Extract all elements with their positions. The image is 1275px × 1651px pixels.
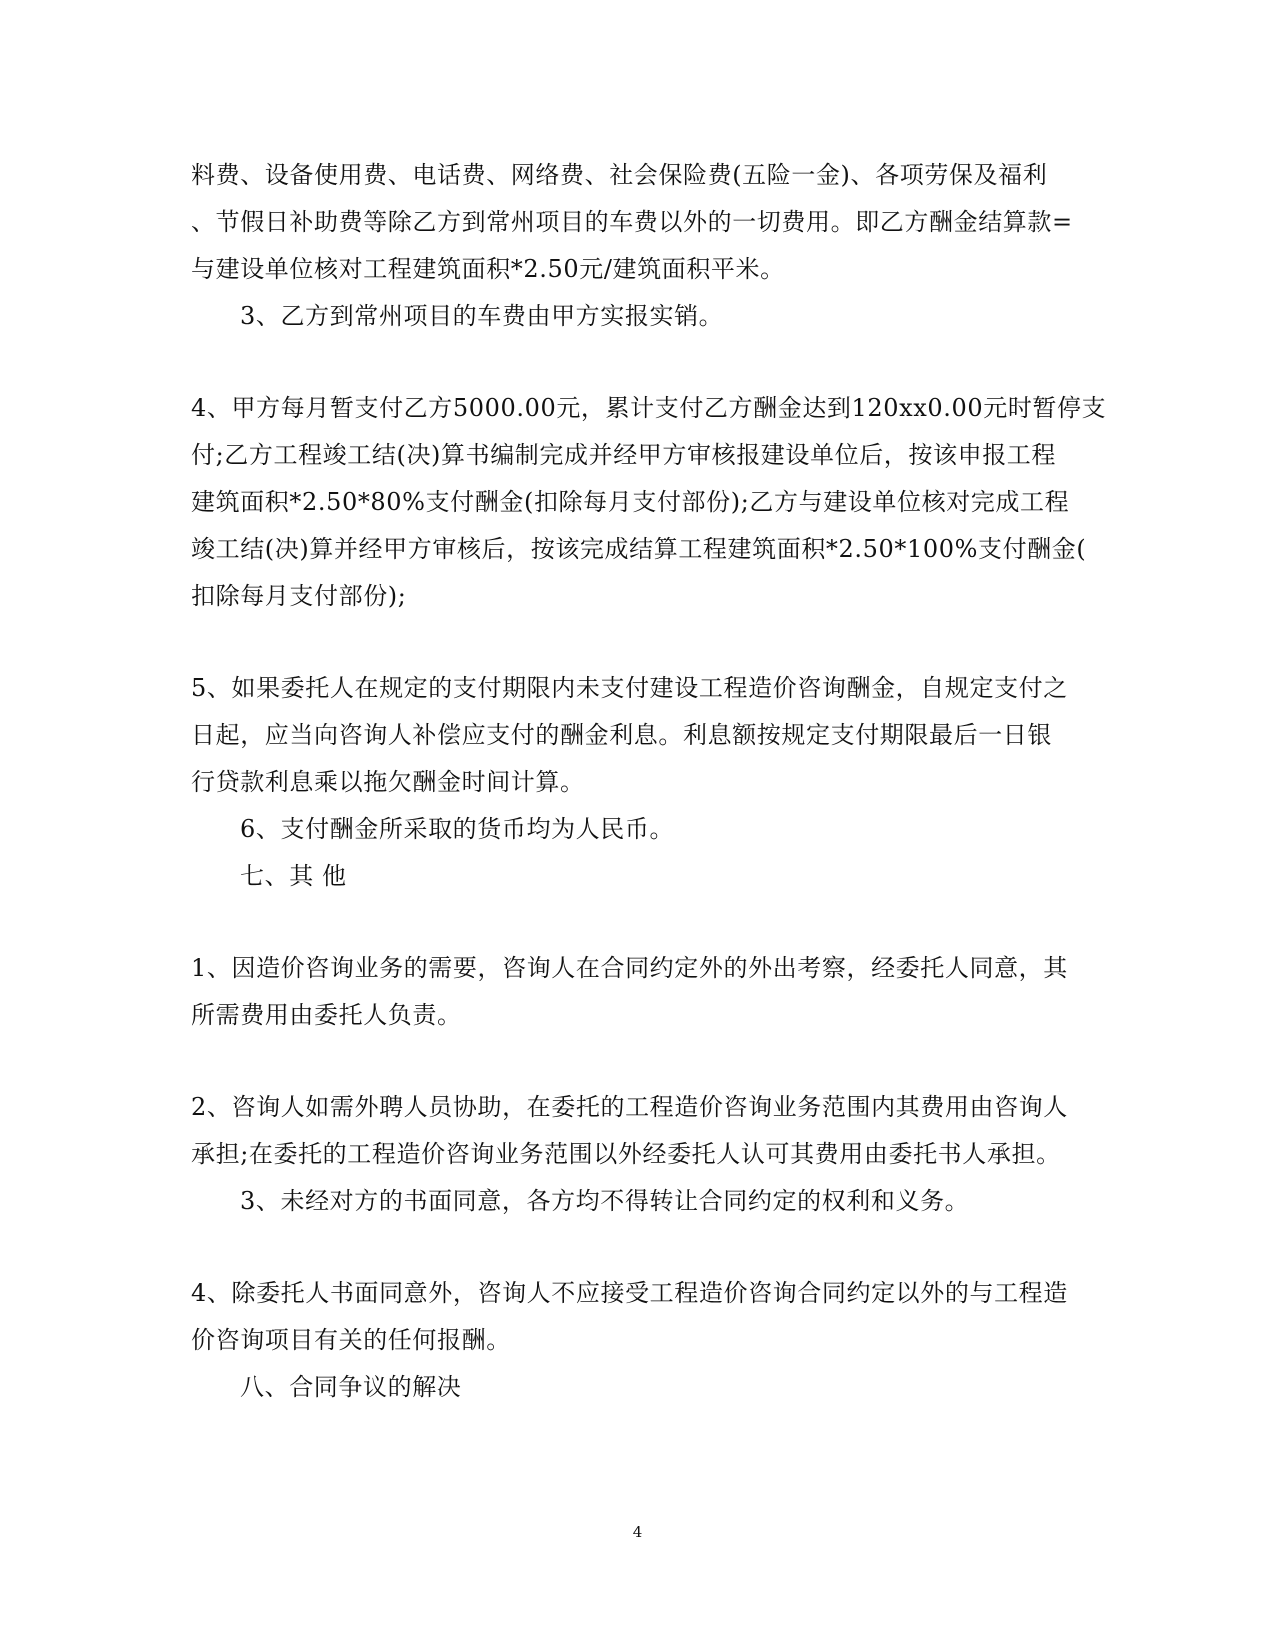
text-line: 6、支付酬金所采取的货币均为人民币。 bbox=[240, 815, 675, 843]
text-line: 日起，应当向咨询人补偿应支付的酬金利息。利息额按规定支付期限最后一日银 bbox=[191, 721, 1052, 749]
text-line: 与建设单位核对工程建筑面积*2.50元/建筑面积平米。 bbox=[191, 255, 785, 283]
text-line: 建筑面积*2.50*80%支付酬金(扣除每月支付部份);乙方与建设单位核对完成工程 bbox=[191, 488, 1070, 516]
text-line: 承担;在委托的工程造价咨询业务范围以外经委托人认可其费用由委托书人承担。 bbox=[191, 1140, 1061, 1168]
text-line: 扣除每月支付部份); bbox=[191, 582, 407, 610]
section-heading: 七、其 他 bbox=[240, 862, 347, 890]
text-line: 行贷款利息乘以拖欠酬金时间计算。 bbox=[191, 768, 585, 796]
text-line: 料费、设备使用费、电话费、网络费、社会保险费(五险一金)、各项劳保及福利 bbox=[191, 161, 1048, 189]
page-number: 4 bbox=[632, 1523, 643, 1541]
text-line: 4、甲方每月暂支付乙方5000.00元，累计支付乙方酬金达到120xx0.00元时暂停支 bbox=[191, 394, 1107, 422]
text-line: 4、除委托人书面同意外，咨询人不应接受工程造价咨询合同约定以外的与工程造 bbox=[191, 1279, 1068, 1307]
text-line: 、节假日补助费等除乙方到常州项目的车费以外的一切费用。即乙方酬金结算款= bbox=[191, 208, 1073, 236]
text-line: 1、因造价咨询业务的需要，咨询人在合同约定外的外出考察，经委托人同意，其 bbox=[191, 954, 1068, 982]
text-line: 价咨询项目有关的任何报酬。 bbox=[191, 1326, 511, 1354]
text-line: 2、咨询人如需外聘人员协助，在委托的工程造价咨询业务范围内其费用由咨询人 bbox=[191, 1093, 1068, 1121]
text-line: 所需费用由委托人负责。 bbox=[191, 1001, 462, 1029]
section-heading: 八、合同争议的解决 bbox=[240, 1373, 462, 1401]
text-line: 付;乙方工程竣工结(决)算书编制完成并经甲方审核报建设单位后，按该申报工程 bbox=[191, 441, 1057, 469]
text-line: 5、如果委托人在规定的支付期限内未支付建设工程造价咨询酬金，自规定支付之 bbox=[191, 674, 1068, 702]
text-line: 竣工结(决)算并经甲方审核后，按该完成结算工程建筑面积*2.50*100%支付酬金( bbox=[191, 535, 1087, 563]
text-line: 3、乙方到常州项目的车费由甲方实报实销。 bbox=[240, 302, 724, 330]
text-line: 3、未经对方的书面同意，各方均不得转让合同约定的权利和义务。 bbox=[240, 1187, 970, 1215]
